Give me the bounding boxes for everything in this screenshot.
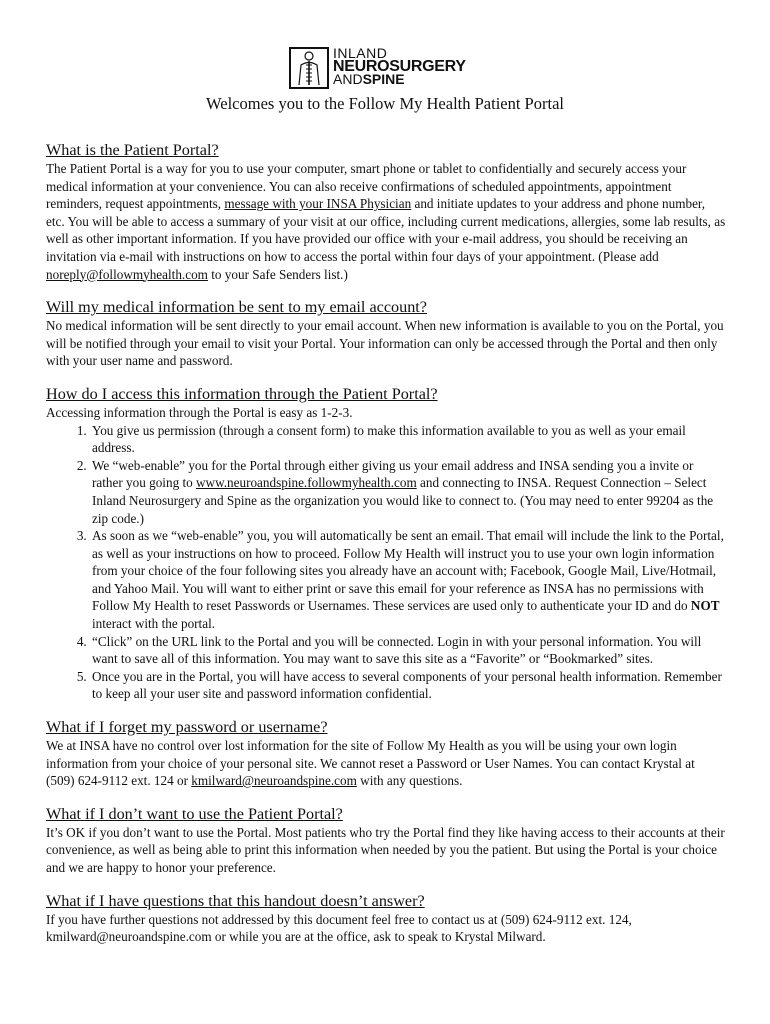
contact-email-link[interactable]: kmilward@neuroandspine.com xyxy=(191,773,357,789)
section-heading: What if I don’t want to use the Patient Portal? xyxy=(46,804,343,823)
physician-message-link[interactable]: message with your INSA Physician xyxy=(224,196,412,212)
section-patient-portal xyxy=(46,140,726,283)
section-intro: Accessing information through the Portal is easy as 1-2-3. xyxy=(46,404,353,420)
section-heading: What if I forget my password or username? xyxy=(46,718,328,737)
body-text: We at INSA have no control over lost information for the site of Follow My Health as you will be using your own login information from your choice of your personal site. We cannot reset a Password or User Names. You can contact Krystal at (509) 624-9112 ext. 124 or xyxy=(46,738,695,789)
list-item xyxy=(90,457,726,527)
logo-spine: SPINE xyxy=(362,71,405,87)
section-questions xyxy=(46,891,726,946)
list-item: 5. Once you are in the Portal, you will have access to several components of your personal health information. Remember to keep all your user site and password information confidential. xyxy=(90,668,726,703)
logo-line-inland: INLAND xyxy=(333,45,388,61)
body-text: with any questions. xyxy=(356,773,463,789)
section-forgot-password xyxy=(46,717,726,790)
body-text: and initiate updates to your address and phone number, etc. You will be able to access a summary of your visit at our office, including current medications, allergies, some lab results, as well as other important information. If you have provided our office with your e-mail address, you should be receiving an invitation via e-mail with instructions on how to access the portal within four days of your appointment. (Please add xyxy=(46,196,726,264)
section-body xyxy=(46,160,726,283)
list-item xyxy=(90,527,726,633)
section-access-info xyxy=(46,384,726,703)
body-text: interact with the portal. xyxy=(92,616,216,632)
body-text: As soon as we “web-enable” you, you will automatically be sent an email. That email will include the link to the Portal, as well as your instructions on how to proceed. Follow My Health will instruct you to use your own login information from your choice of the four following sites you already have an account with; Facebook, Google Mail, Live/Hotmail, and Yahoo Mail. You will want to either print or save this email for your reference as INSA has no permissions with Follow My Health to reset Passwords or Usernames. These services are used only to authenticate your ID and do xyxy=(92,528,724,614)
section-opt-out xyxy=(46,804,726,877)
steps-list xyxy=(46,422,726,704)
section-email-account xyxy=(46,297,726,370)
body-text: and connecting to INSA. Request Connection – Select Inland Neurosurgery and Spine as the organization you would like to connect to. (You may need to enter 99204 as the zip code.) xyxy=(92,475,714,526)
logo-and: AND xyxy=(333,71,363,87)
list-item: 4. “Click” on the URL link to the Portal and you will be connected. Login in with your personal information. You will want to save all of this information. You may want to save this site as a “Favorite” or “Bookmarked” sites. xyxy=(90,633,726,668)
page-title: Welcomes you to the Follow My Health Patient Portal xyxy=(206,94,564,113)
section-heading: What if I have questions that this handout doesn’t answer? xyxy=(46,891,425,910)
list-item: 1. You give us permission (through a consent form) to make this information available to you as well as your email address. xyxy=(90,422,726,457)
body-text: The Patient Portal is a way for you to use your computer, smart phone or tablet to confidentially and securely access your medical information at your convenience. You can also receive confirmations of scheduled appointments, appointment reminders, request appointments, xyxy=(46,161,687,212)
body-text: to your Safe Senders list.) xyxy=(207,266,348,282)
section-body xyxy=(46,737,726,790)
section-body: It’s OK if you don’t want to use the Portal. Most patients who try the Portal find they like having access to their accounts at their convenience, as well as being able to print this information when needed by you the patient. But using the Portal is your choice and we are happy to honor your preference. xyxy=(46,824,725,875)
insa-logo xyxy=(289,47,466,91)
spine-figure-icon xyxy=(289,47,329,89)
logo-line-neurosurgery: NEUROSURGERY xyxy=(333,58,466,75)
emphasis-not: NOT xyxy=(690,598,720,614)
noreply-email-link[interactable]: noreply@followmyhealth.com xyxy=(46,266,208,282)
section-heading: What is the Patient Portal? xyxy=(46,141,219,159)
body-text: We “web-enable” you for the Portal through either giving us your email address and INSA sending you a invite or rather you going to xyxy=(92,457,694,491)
section-heading: How do I access this information through the Patient Portal? xyxy=(46,384,438,403)
section-body: No medical information will be sent directly to your email account. When new information is available to you on the Portal, you will be notified through your email to visit your Portal. Your information can only be accessed through the Portal and then only with your user name and password. xyxy=(46,318,724,369)
section-heading: Will my medical information be sent to my email account? xyxy=(46,298,427,317)
logo-wordmark xyxy=(333,47,466,86)
document-body xyxy=(46,140,726,960)
portal-url-link[interactable]: www.neuroandspine.followmyhealth.com xyxy=(196,475,417,491)
section-body: If you have further questions not addressed by this document feel free to contact us at (509) 624-9112 ext. 124, kmilward@neuroandspine.com or while you are at the office, ask to speak to Krystal Milward. xyxy=(46,911,632,945)
